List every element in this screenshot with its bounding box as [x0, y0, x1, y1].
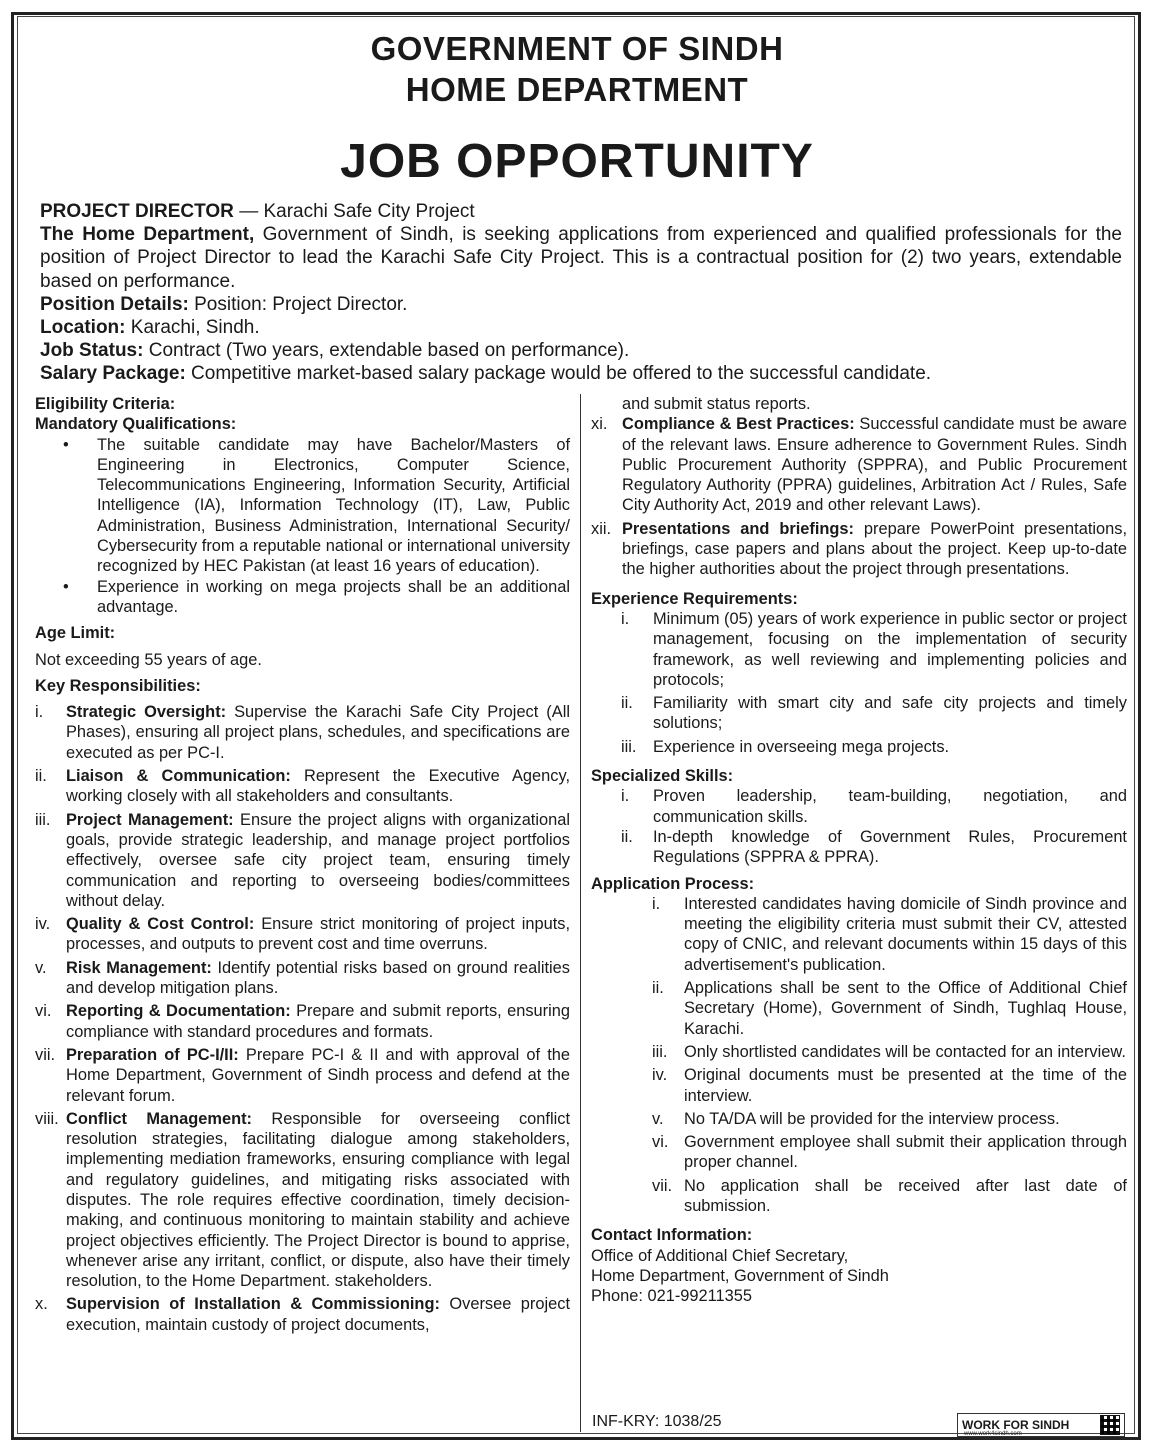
list-item [591, 414, 1127, 515]
item-text: Identify potential risks based on ground realities and develop mitigation plans. [66, 958, 570, 998]
item-title: Quality & Cost Control: [66, 915, 255, 934]
detail-value: Position: Project Director. [188, 293, 408, 315]
list-item [591, 1109, 1127, 1129]
item-text: Successful candidate must be aware of the relevant laws. Ensure adherence to Government Rules. Sindh Public Procurement Authority (SPPRA), and Public Procurement Regulatory Authority (PPRA) guidelines, Arbitration Act / Rules, Safe City Authority Act, 2019 and other relevant Laws). [622, 415, 1127, 515]
item-title: Reporting & Documentation: [66, 1002, 291, 1021]
detail-value: Karachi, Sindh. [125, 317, 260, 339]
qr-code-icon [1100, 1415, 1120, 1435]
header-government: GOVERNMENT OF SINDH [370, 30, 784, 67]
position-heading: PROJECT DIRECTOR [40, 201, 234, 222]
continuation-text: and submit status reports. [622, 395, 811, 413]
list-item-text [66, 702, 570, 763]
list-item-text [66, 1109, 570, 1292]
position-sub: — Karachi Safe City Project [239, 201, 475, 222]
detail-label: Location: [40, 317, 126, 339]
right-column [591, 394, 1127, 1306]
list-item-text [66, 810, 570, 911]
list-item-text [66, 1045, 570, 1106]
contact-phone: Phone: 021-99211355 [591, 1287, 753, 1306]
list-number: v. [35, 958, 47, 977]
list-item [35, 766, 570, 807]
list-number: x. [35, 1295, 48, 1314]
bullet-icon: • [63, 577, 69, 596]
detail-line [40, 316, 1122, 339]
list-item [591, 609, 1127, 690]
item-title: Project Management: [66, 810, 234, 829]
list-item-text [622, 519, 1127, 580]
experience-heading: Experience Requirements: [591, 589, 798, 608]
item-text: Ensure strict monitoring of project inputs, processes, and outputs to prevent cost and time overruns. [66, 915, 571, 954]
list-item-text: Proven leadership, team-building, negotiation, and communication skills. [653, 787, 1127, 826]
mandatory-heading: Mandatory Qualifications: [35, 415, 237, 434]
responsibilities-heading: Key Responsibilities: [35, 676, 201, 695]
list-item-text: In-depth knowledge of Government Rules, Procurement Regulations (SPPRA & PPRA). [653, 827, 1127, 867]
list-number: iii. [621, 737, 637, 756]
list-number: vii. [652, 1176, 673, 1195]
responsibilities-list [35, 702, 570, 1338]
detail-value: Contract (Two years, extendable based on performance). [143, 340, 630, 362]
age-text: Not exceeding 55 years of age. [35, 650, 262, 669]
list-number: ii. [621, 827, 633, 846]
list-number: i. [35, 703, 44, 722]
list-number: ii. [652, 979, 664, 998]
list-item-text [66, 958, 570, 999]
inf-code: INF-KRY: 1038/25 [592, 1413, 722, 1430]
logo-text: WORK FOR SINDH [962, 1418, 1070, 1432]
left-column [35, 394, 570, 1338]
list-number: ii. [35, 767, 47, 786]
list-item [591, 1176, 1127, 1217]
list-item [35, 577, 570, 618]
lead-bold: The Home Department, [40, 224, 255, 246]
list-item-text [66, 766, 570, 807]
list-item-text: No application shall be received after last date of submission. [684, 1176, 1127, 1215]
column-divider [580, 394, 581, 1432]
detail-label: Position Details: [40, 293, 189, 315]
item-text: Prepare PC-I & II and with approval of the Home Department, Government of Sindh process and defend at the relevant forum. [66, 1045, 570, 1105]
page-title: JOB OPPORTUNITY [340, 135, 814, 188]
detail-value: Competitive market-based salary package would be offered to the successful candidate. [185, 363, 932, 385]
list-number: i. [621, 787, 630, 806]
item-title: Preparation of PC-I/II: [66, 1045, 239, 1064]
application-heading: Application Process: [591, 874, 755, 893]
list-number: ii. [621, 694, 633, 713]
detail-label: Salary Package: [40, 363, 186, 385]
list-item-text: Interested candidates having domicile of Sindh province and meeting the eligibility criteria must submit their CV, attested copy of CNIC, and relevant documents within 15 days of this advertisement's publication. [684, 894, 1127, 974]
list-item [591, 693, 1127, 734]
age-heading: Age Limit: [35, 624, 116, 643]
item-title: Compliance & Best Practices: [622, 415, 855, 434]
application-list [591, 894, 1127, 1219]
list-item [35, 1045, 570, 1106]
responsibilities-list-continued [591, 414, 1127, 582]
list-item [591, 978, 1127, 1039]
list-item [35, 702, 570, 763]
list-item-text: No TA/DA will be provided for the interview process. [684, 1109, 1060, 1128]
list-item [35, 958, 570, 999]
item-text: Supervise the Karachi Safe City Project (All Phases), ensuring all project plans, schedules, and specifications are executed as per PC-I. [66, 703, 570, 762]
list-number: xi. [591, 415, 608, 434]
list-number: vi. [652, 1133, 669, 1152]
list-item-text: Minimum (05) years of work experience in public sector or project management, focusing on the implementation of security framework, as well reviewing and implementing policies and protocols; [653, 609, 1127, 689]
item-text: prepare PowerPoint presentations, briefings, case papers and plans about the project. Keep up-to-date the higher authorities about the project through presentations. [622, 519, 1127, 579]
list-number: i. [652, 894, 661, 913]
position-line [40, 200, 1122, 223]
intro-section [40, 200, 1122, 386]
detail-label: Job Status: [40, 340, 144, 362]
experience-list [591, 609, 1127, 760]
detail-line [40, 362, 1122, 385]
list-item-text: Applications shall be sent to the Office of Additional Chief Secretary (Home), Government of Sindh, Tughlaq House, Karachi. [684, 979, 1127, 1038]
item-title: Liaison & Communication: [66, 767, 291, 786]
item-text: Represent the Executive Agency, working closely with all stakeholders and consultants. [66, 767, 570, 806]
list-number: vii. [35, 1045, 56, 1064]
list-item [35, 1001, 570, 1042]
eligibility-heading: Eligibility Criteria: [35, 395, 176, 413]
list-item-text: Government employee shall submit their application through proper channel. [684, 1133, 1127, 1172]
list-number: iii. [35, 810, 51, 829]
detail-line [40, 339, 1122, 362]
list-item [591, 1042, 1127, 1062]
list-item-text [66, 914, 570, 955]
list-number: iv. [35, 915, 51, 934]
skills-heading: Specialized Skills: [591, 767, 734, 786]
header-department: HOME DEPARTMENT [405, 71, 749, 108]
list-item-text: Only shortlisted candidates will be contacted for an interview. [684, 1042, 1126, 1061]
list-item [591, 827, 1127, 868]
list-item-text [66, 1294, 570, 1335]
contact-heading: Contact Information: [591, 1226, 753, 1245]
lead-paragraph [40, 223, 1122, 293]
list-item [591, 737, 1127, 757]
list-item [591, 519, 1127, 580]
skills-list [591, 786, 1127, 867]
item-text: Oversee project execution, maintain custody of project documents, [66, 1295, 571, 1334]
list-number: viii. [35, 1109, 59, 1128]
item-title: Strategic Oversight: [66, 703, 227, 722]
bullet-icon: • [63, 435, 69, 454]
list-item [591, 786, 1127, 827]
list-item-text: Original documents must be presented at the time of the interview. [684, 1066, 1127, 1105]
list-item [35, 810, 570, 911]
list-item [591, 1132, 1127, 1173]
item-text: Ensure the project aligns with organizational goals, provide strategic leadership, and manage project portfolios effectively, oversee safe city project team, ensuring timely communication and reporting to overseeing bodies/committees without delay. [66, 810, 570, 910]
list-item-text [622, 414, 1127, 515]
work-for-sindh-logo [957, 1413, 1125, 1437]
list-number: iv. [652, 1066, 668, 1085]
list-item [35, 914, 570, 955]
lead-text: Government of Sindh, is seeking applications from experienced and qualified professionals for the position of Project Director to lead the Karachi Safe City Project. This is a contractual position for (2) two years, extendable based on performance. [40, 224, 1122, 292]
list-item [35, 435, 570, 577]
list-item-text: Familiarity with smart city and safe city projects and timely solutions; [653, 694, 1127, 733]
contact-line: Office of Additional Chief Secretary, [591, 1246, 849, 1265]
item-text: Responsible for overseeing conflict resolution strategies, facilitating dialogue among stakeholders, implementing mediation frameworks, ensuring compliance with legal and regulatory guidelines, and mitigating risks associated with disputes. The role requires effective coordination, timely decision-making, and continuous monitoring to maintain stability and achieve project objectives efficiently. The Project Director is bound to apprise, whenever arise any irritant, conflict, or dispute, also have their timely resolution, to the Home Department. stakeholders. [66, 1109, 570, 1291]
item-title: Conflict Management: [66, 1109, 253, 1128]
item-title: Risk Management: [66, 958, 212, 977]
list-item [35, 1294, 570, 1335]
list-item-text: The suitable candidate may have Bachelor/Masters of Engineering in Electronics, Computer Science, Telecommunications Engineering, Information Security, Artificial Intelligence (IA), Information Technology (IT), Law, Public Administration, Business Administration, International Security/ Cybersecurity from a reputable national or international university recognized by HEC Pakistan (at least 16 years of education). [97, 435, 570, 576]
list-item [591, 1065, 1127, 1106]
list-item [591, 894, 1127, 975]
list-item-text: Experience in working on mega projects shall be an additional advantage. [97, 577, 570, 616]
list-item-text [66, 1001, 570, 1042]
contact-line: Home Department, Government of Sindh [591, 1266, 889, 1285]
item-title: Supervision of Installation & Commissioning: [66, 1295, 440, 1314]
item-text: Prepare and submit reports, ensuring compliance with standard procedures and formats. [66, 1002, 570, 1041]
list-item [35, 1109, 570, 1292]
list-number: xii. [591, 519, 612, 538]
list-number: v. [652, 1109, 664, 1128]
logo-url: www.work4sindh.com [964, 1431, 1022, 1437]
detail-line [40, 293, 1122, 316]
list-item-text: Experience in overseeing mega projects. [653, 737, 950, 756]
list-number: vi. [35, 1002, 52, 1021]
item-title: Presentations and briefings: [622, 519, 855, 538]
list-number: iii. [652, 1042, 668, 1061]
list-number: i. [621, 609, 630, 628]
